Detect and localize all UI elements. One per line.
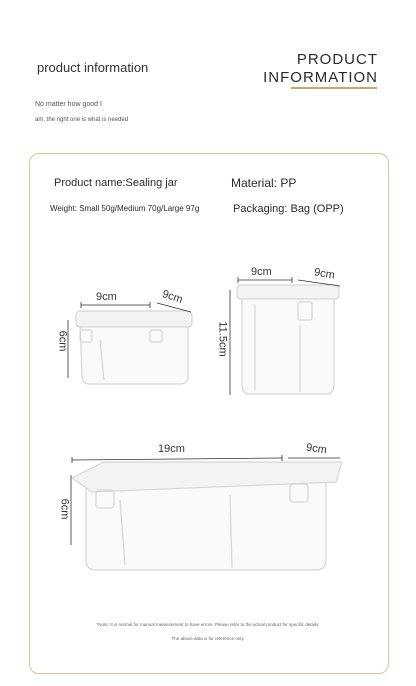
medium-width-label: 9cm xyxy=(251,266,272,278)
small-height-label: 6cm xyxy=(56,330,69,352)
large-height-label: 6cm xyxy=(58,498,71,520)
measurement-note: *Note: It is normal for manual measurement to have errors. Please refer to the actual product for specific details. xyxy=(96,622,320,627)
small-depth-label: 9cm xyxy=(160,288,185,306)
large-jar-image xyxy=(72,462,342,570)
slogan-line-2: am, the right one is what is needed xyxy=(35,117,129,123)
large-depth-label: 9cm xyxy=(305,441,328,457)
small-width-label: 9cm xyxy=(96,291,117,303)
product-material: Material: PP xyxy=(231,176,297,190)
product-packaging: Packaging: Bag (OPP) xyxy=(233,203,344,215)
title-line-2: INFORMATION xyxy=(263,69,378,86)
product-name: Product name:Sealing jar xyxy=(54,177,178,189)
medium-height-label: 11.5cm xyxy=(216,321,229,357)
reference-note: The above data is for reference only. xyxy=(171,636,245,641)
product-weight: Weight: Small 50g/Medium 70g/Large 97g xyxy=(50,204,200,213)
medium-depth-label: 9cm xyxy=(313,266,336,282)
slogan-line-1: No matter how good I xyxy=(35,101,102,108)
title-line-1: PRODUCT xyxy=(296,51,378,68)
small-jar-image xyxy=(76,311,192,384)
section-title-left: product information xyxy=(37,60,149,75)
medium-jar-image xyxy=(237,285,339,394)
large-width-label: 19cm xyxy=(158,443,185,455)
